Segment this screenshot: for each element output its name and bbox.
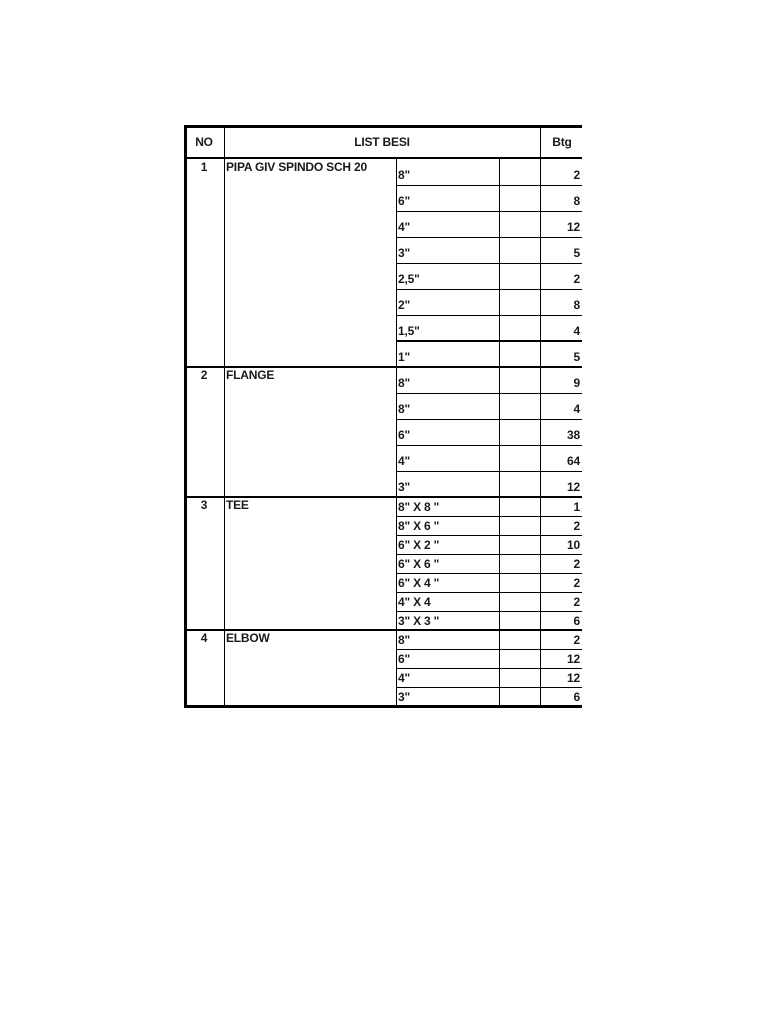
qty-cell: 12 <box>567 671 580 685</box>
group-name: PIPA GIV SPINDO SCH 20 <box>226 160 367 174</box>
qty-cell: 9 <box>573 376 580 390</box>
group-number: 3 <box>200 498 208 512</box>
qty-cell: 38 <box>567 428 580 442</box>
qty-cell: 2 <box>573 633 580 647</box>
group-name: ELBOW <box>226 631 270 645</box>
table-top-border <box>184 125 582 128</box>
row-separator <box>396 573 582 574</box>
size-cell: 1,5" <box>398 324 420 338</box>
size-cell: 6" X 6 " <box>398 557 440 571</box>
column-divider-btg <box>540 125 541 708</box>
qty-cell: 2 <box>573 519 580 533</box>
header-bottom-border <box>184 157 582 159</box>
qty-cell: 1 <box>573 500 580 514</box>
size-cell: 3" X 3 " <box>398 614 440 628</box>
qty-cell: 4 <box>573 402 580 416</box>
group-number: 2 <box>200 368 208 382</box>
row-separator <box>396 393 582 394</box>
size-cell: 1" <box>398 350 410 364</box>
qty-cell: 5 <box>573 246 580 260</box>
group-name: TEE <box>226 498 249 512</box>
row-separator <box>396 289 582 290</box>
qty-cell: 2 <box>573 576 580 590</box>
size-cell: 8" <box>398 633 410 647</box>
row-separator <box>396 554 582 555</box>
qty-cell: 2 <box>573 168 580 182</box>
row-separator <box>396 445 582 446</box>
qty-cell: 12 <box>567 480 580 494</box>
size-cell: 6" <box>398 194 410 208</box>
group-number: 1 <box>200 160 208 174</box>
group-name: FLANGE <box>226 368 275 382</box>
row-separator <box>396 592 582 593</box>
qty-cell: 10 <box>567 538 580 552</box>
column-divider-blank <box>499 159 500 706</box>
row-separator <box>396 315 582 316</box>
row-separator <box>396 649 582 650</box>
qty-cell: 6 <box>573 690 580 704</box>
material-list-table <box>184 125 582 703</box>
size-cell: 8" <box>398 168 410 182</box>
size-cell: 4" X 4 <box>398 595 431 609</box>
qty-cell: 5 <box>573 350 580 364</box>
header-no: NO <box>195 135 213 149</box>
qty-cell: 2 <box>573 595 580 609</box>
qty-cell: 8 <box>573 194 580 208</box>
qty-cell: 2 <box>573 272 580 286</box>
row-separator <box>396 471 582 472</box>
table-bottom-border <box>184 705 582 708</box>
size-cell: 4" <box>398 671 410 685</box>
size-cell: 6" X 4 " <box>398 576 440 590</box>
column-divider-size <box>396 159 397 706</box>
size-cell: 6" <box>398 428 410 442</box>
qty-cell: 4 <box>573 324 580 338</box>
size-cell: 8" <box>398 376 410 390</box>
qty-cell: 12 <box>567 220 580 234</box>
column-divider-no <box>224 125 225 708</box>
row-separator <box>396 263 582 264</box>
size-cell: 4" <box>398 454 410 468</box>
size-cell: 8" X 8 " <box>398 500 440 514</box>
row-separator <box>396 535 582 536</box>
qty-cell: 2 <box>573 557 580 571</box>
table-left-border <box>184 125 187 708</box>
row-separator <box>396 687 582 688</box>
size-cell: 2,5" <box>398 272 420 286</box>
size-cell: 3" <box>398 690 410 704</box>
size-cell: 3" <box>398 246 410 260</box>
group-number: 4 <box>200 631 208 645</box>
size-cell: 4" <box>398 220 410 234</box>
header-list-besi: LIST BESI <box>354 135 410 149</box>
row-separator <box>396 185 582 186</box>
row-separator <box>396 237 582 238</box>
qty-cell: 64 <box>567 454 580 468</box>
size-cell: 6" X 2 " <box>398 538 440 552</box>
size-cell: 3" <box>398 480 410 494</box>
row-separator <box>396 211 582 212</box>
size-cell: 6" <box>398 652 410 666</box>
row-separator <box>396 611 582 612</box>
qty-cell: 8 <box>573 298 580 312</box>
size-cell: 8" X 6 " <box>398 519 440 533</box>
row-separator <box>396 668 582 669</box>
qty-cell: 12 <box>567 652 580 666</box>
header-btg: Btg <box>552 135 572 149</box>
qty-cell: 6 <box>573 614 580 628</box>
size-cell: 2" <box>398 298 410 312</box>
row-separator <box>396 340 582 342</box>
size-cell: 8" <box>398 402 410 416</box>
row-separator <box>396 419 582 420</box>
row-separator <box>396 516 582 517</box>
